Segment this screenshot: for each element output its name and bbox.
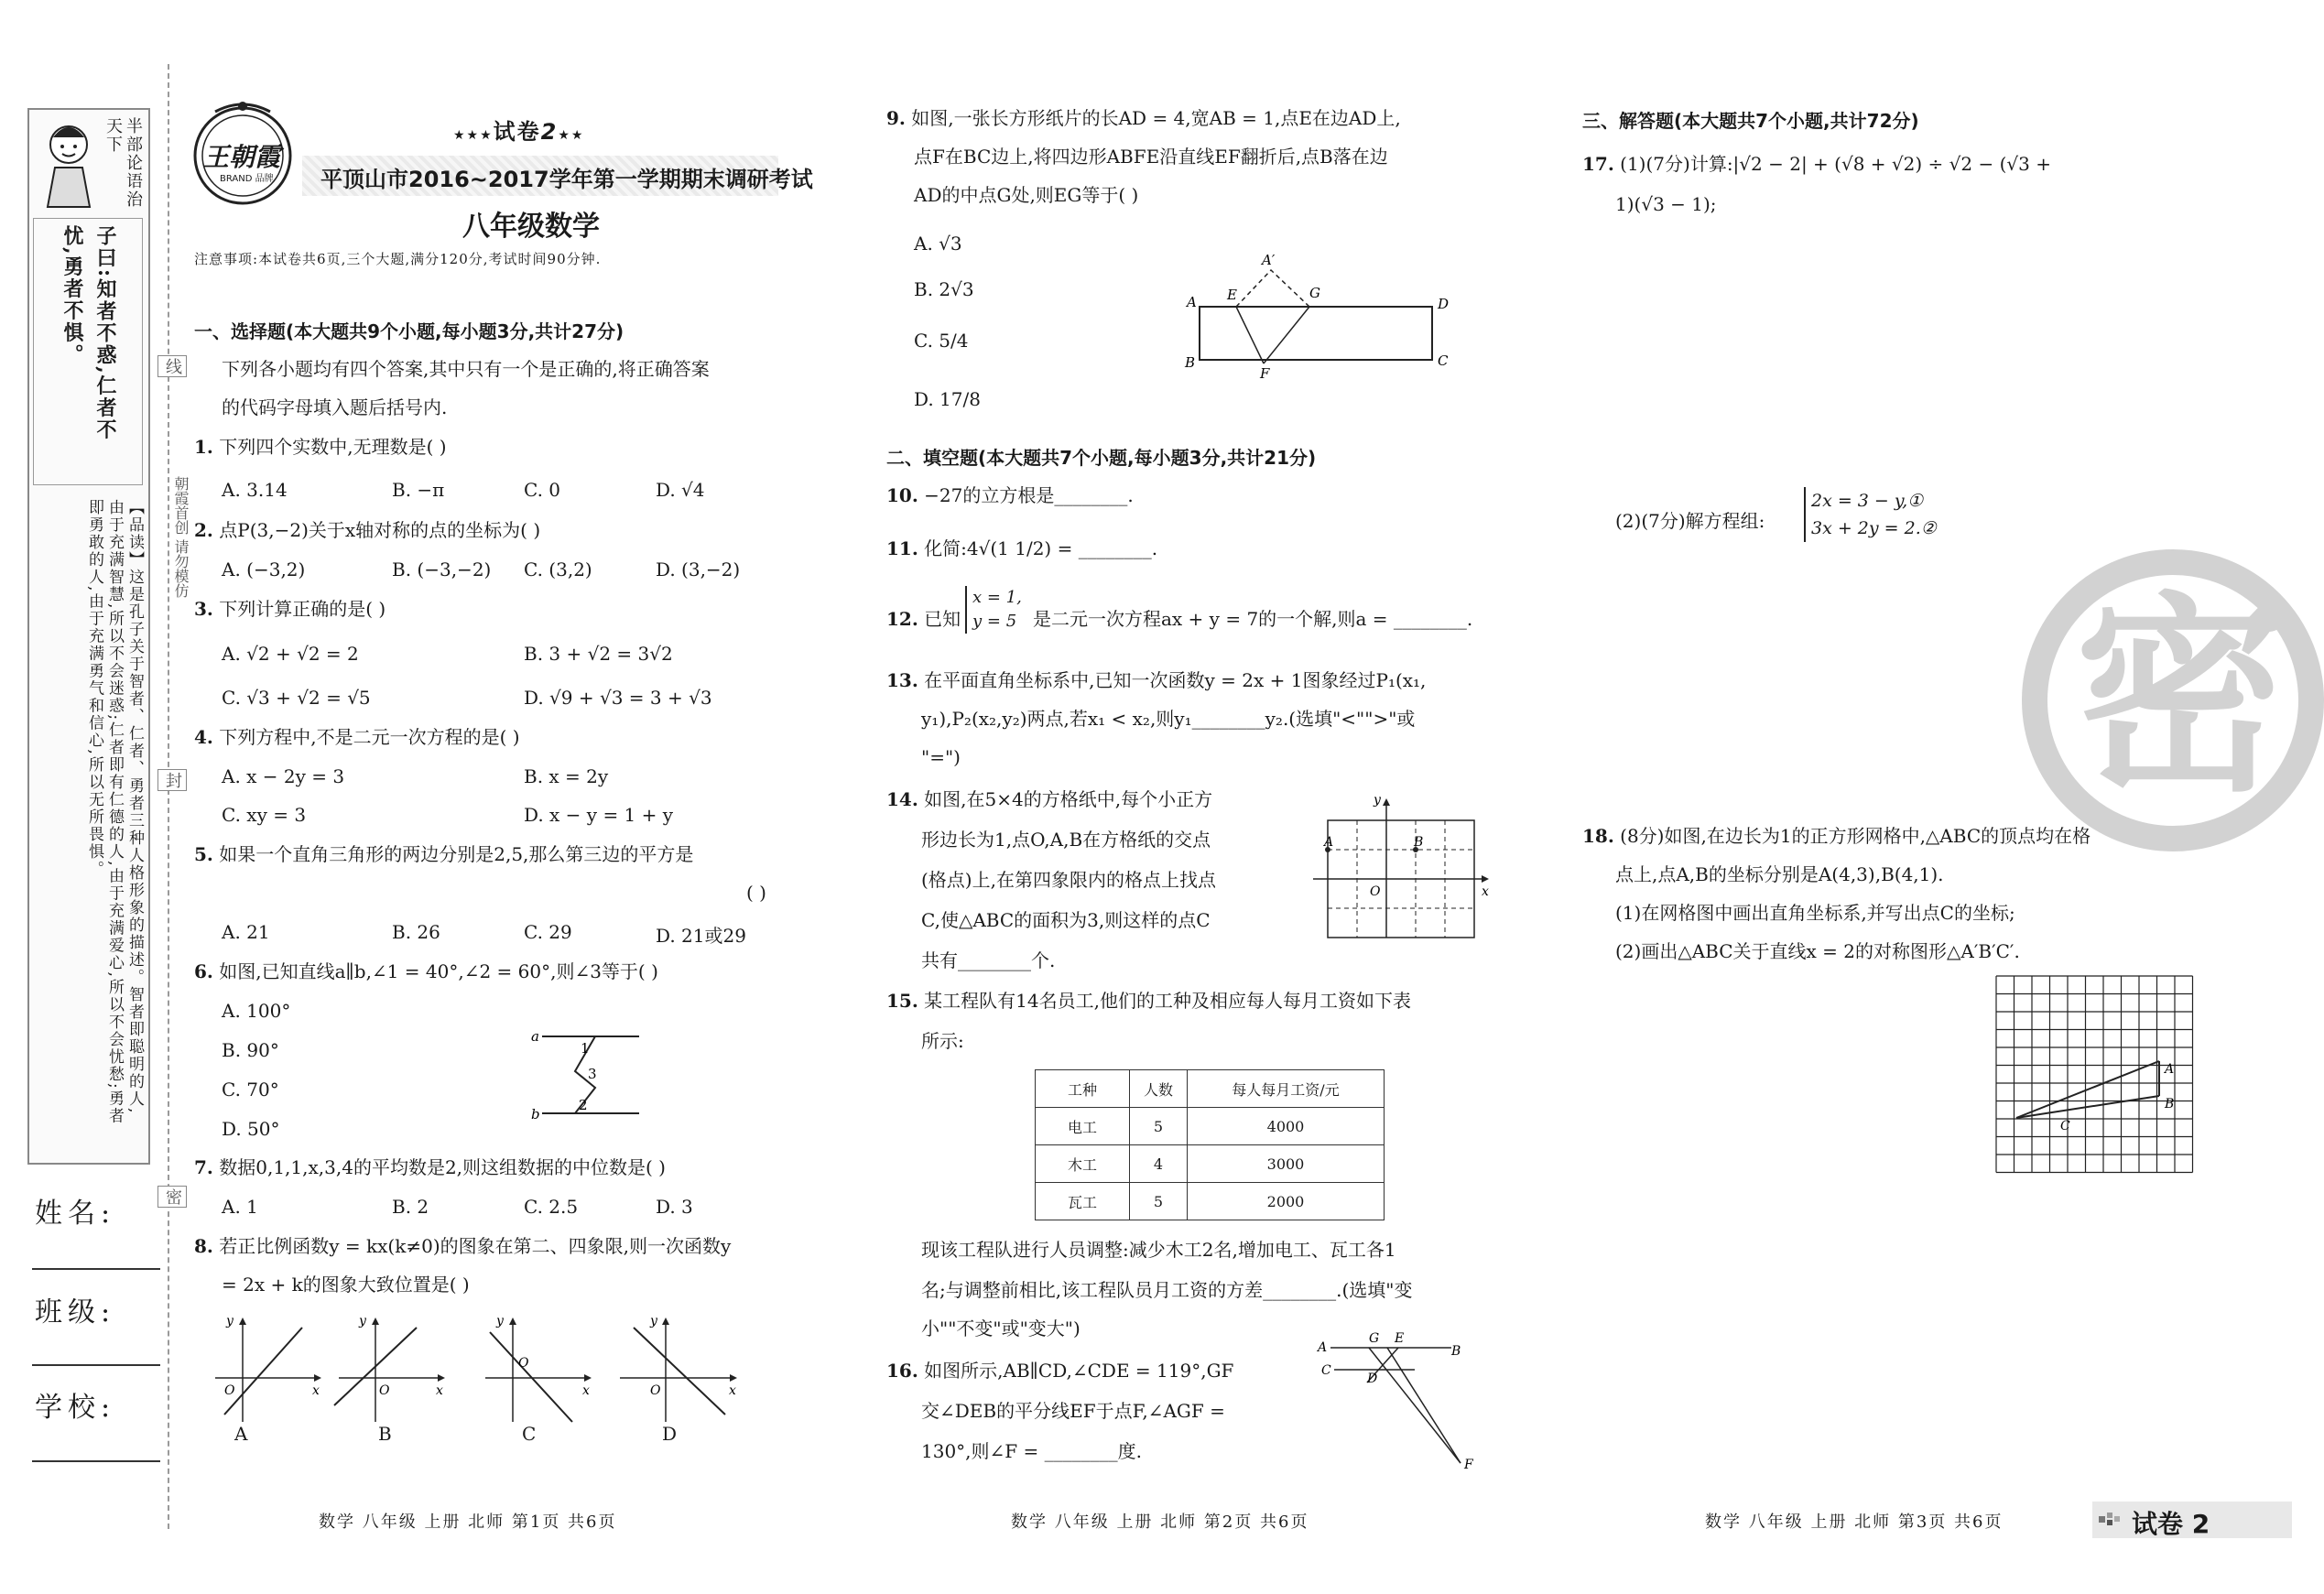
table-row	[1036, 1108, 1385, 1145]
option[interactable]: D. √9 + √3 = 3 + √3	[524, 687, 712, 709]
section3-title: 三、解答题(本大题共7个小题,共计72分)	[1582, 110, 1919, 132]
option[interactable]: C. xy = 3	[222, 804, 307, 826]
fig-label: x	[1482, 884, 1489, 899]
option[interactable]: D. (3,−2)	[656, 558, 741, 580]
fig-label: a	[531, 1028, 539, 1045]
question-14-line: (格点)上,在第四象限内的格点上找点	[921, 869, 1216, 891]
option[interactable]: C. 29	[524, 921, 572, 943]
fig-label: C	[1321, 1363, 1331, 1378]
graph-option-a[interactable]	[206, 1314, 325, 1433]
footer-squares-icon	[2099, 1513, 2121, 1527]
question-17	[1582, 152, 2051, 177]
question-text: (8分)如图,在边长为1的正方形网格中,△ABC的顶点均在格	[1620, 825, 2091, 847]
question-9-line3: AD的中点G处,则EG等于( )	[914, 184, 1139, 206]
stars-suffix: ★★	[558, 128, 585, 143]
option[interactable]: D. x − y = 1 + y	[524, 804, 674, 826]
fig-label: b	[531, 1106, 540, 1122]
pindu-text: 【品读】这是孔子关于智者、仁者、勇者三种人格形象的描述。智者即聪明的人,由于充满智慧,所以不会迷惑;仁者即有仁德的人,由于充满爱心,所以不会忧愁;勇者即勇敢的人,由于充满勇气和信心,所以无所畏惧。	[85, 499, 144, 1125]
option[interactable]: B. 90°	[222, 1039, 279, 1061]
exam-title: 平顶山市2016~2017学年第一学期期末调研考试	[320, 167, 813, 192]
question-text: 化简:4√(1 1/2) = ________.	[924, 537, 1158, 559]
page-footer-3: 数学 八年级 上册 北师 第3页 共6页	[1705, 1513, 2004, 1532]
table-header: 每人每月工资/元	[1188, 1070, 1385, 1108]
table-row	[1036, 1145, 1385, 1183]
question-9-line2: 点F在BC边上,将四边形ABFE沿直线EF翻折后,点B落在边	[914, 146, 1388, 168]
option[interactable]: D. 17/8	[914, 388, 981, 410]
seal-char-secret: 密	[157, 1186, 187, 1208]
fig-label: C	[2060, 1119, 2070, 1133]
table-cell: 5	[1130, 1108, 1188, 1145]
question-14-line: 共有________个.	[921, 949, 1056, 971]
class-label: 班级:	[35, 1296, 116, 1328]
seal-char-seal: 封	[157, 769, 187, 791]
fig-label: O	[1370, 884, 1381, 899]
graph-option-d-label: D	[662, 1423, 678, 1445]
section2-title: 二、填空题(本大题共7个小题,每小题3分,共计21分)	[886, 447, 1317, 469]
option[interactable]: C. 70°	[222, 1079, 279, 1101]
table-cell: 2000	[1188, 1183, 1385, 1220]
question-18-line: (1)在网格图中画出直角坐标系,并写出点C的坐标;	[1615, 902, 2015, 924]
school-field[interactable]	[32, 1460, 160, 1462]
question-number: 3.	[194, 598, 213, 620]
question-7	[194, 1155, 666, 1180]
fig-label: B	[1185, 354, 1196, 371]
question-16	[886, 1359, 1233, 1383]
option[interactable]: C. 2.5	[524, 1196, 579, 1218]
exam-notice: 注意事项:本试卷共6页,三个大题,满分120分,考试时间90分钟.	[194, 251, 602, 267]
option[interactable]: B. (−3,−2)	[392, 558, 492, 580]
question-9	[886, 106, 1401, 131]
system-eq: x = 1,	[972, 588, 1022, 607]
cartoon-icon	[37, 117, 101, 209]
fig-label: A′	[1262, 252, 1276, 268]
table-cell: 4000	[1188, 1108, 1385, 1145]
axis-label: O	[650, 1383, 661, 1398]
fig-label: A	[1318, 1340, 1328, 1355]
question-15-cont: 现该工程队进行人员调整:减少木工2名,增加电工、瓦工各1	[921, 1239, 1396, 1261]
fig-label: F	[1260, 365, 1270, 382]
question-number: 5.	[194, 843, 213, 865]
option[interactable]: A. 100°	[222, 1000, 291, 1022]
question-13-line2: y₁),P₂(x₂,y₂)两点,若x₁ < x₂,则y₁________y₂.(选填"<"">"或	[921, 708, 1416, 730]
question-number: 6.	[194, 960, 213, 982]
axis-label: x	[312, 1383, 320, 1398]
question-14-line: 形边长为1,点O,A,B在方格纸的交点	[921, 829, 1211, 851]
question-text: 下列四个实数中,无理数是( )	[219, 436, 447, 458]
option[interactable]: C. 5/4	[914, 330, 969, 352]
system-eq: 2x = 3 − y,①	[1811, 491, 1924, 511]
question-text: 若正比例函数y = kx(k≠0)的图象在第二、四象限,则一次函数y	[219, 1235, 732, 1257]
question-number: 11.	[886, 537, 918, 559]
section1-intro: 下列各小题均有四个答案,其中只有一个是正确的,将正确答案	[222, 358, 710, 380]
question-text: 如图,在5×4的方格纸中,每个小正方	[924, 788, 1213, 810]
answer-bracket[interactable]: ( )	[746, 882, 766, 904]
axis-label: x	[729, 1383, 736, 1398]
question-13	[886, 668, 1426, 693]
question-15-cont: 小""不变"或"变大")	[921, 1317, 1081, 1339]
question-text: 点P(3,−2)关于x轴对称的点的坐标为( )	[219, 519, 541, 541]
question-4	[194, 725, 520, 750]
option[interactable]: B. 2√3	[914, 278, 974, 300]
option[interactable]: D. 3	[656, 1196, 693, 1218]
q17-system	[1804, 487, 1937, 542]
q9-figure	[1181, 252, 1450, 382]
question-text: 如图,已知直线a∥b,∠1 = 40°,∠2 = 60°,则∠3等于( )	[219, 960, 658, 982]
fig-label: D	[1367, 1372, 1378, 1386]
fig-label: B	[1414, 835, 1424, 850]
question-1	[194, 435, 447, 460]
question-14-line: C,使△ABC的面积为3,则这样的点C	[921, 909, 1211, 931]
question-2	[194, 518, 540, 543]
fig-label: 2	[579, 1097, 588, 1113]
question-10	[886, 483, 1134, 508]
fig-label: B	[1451, 1344, 1461, 1359]
question-number: 4.	[194, 726, 213, 748]
question-text: 如图所示,AB∥CD,∠CDE = 119°,GF	[924, 1360, 1234, 1382]
option[interactable]: B. −π	[392, 479, 445, 501]
question-16-line: 交∠DEB的平分线EF于点F,∠AGF =	[921, 1400, 1225, 1422]
option[interactable]: D. 21或29	[656, 925, 746, 947]
question-number: 17.	[1582, 153, 1614, 175]
question-15-cont: 名;与调整前相比,该工程队员月工资的方差________.(选填"变	[921, 1279, 1413, 1301]
fig-label: E	[1227, 287, 1237, 303]
seal-line	[168, 64, 169, 1529]
graph-option-b-label: B	[378, 1423, 392, 1445]
axis-label: x	[582, 1383, 590, 1398]
fig-label: C	[1438, 352, 1449, 369]
slogan-top: 半部论语治天下	[103, 117, 143, 209]
subject-title: 八年级数学	[462, 211, 600, 243]
wage-table	[1035, 1069, 1385, 1220]
option[interactable]: B. 2	[392, 1196, 429, 1218]
stamp-char: 密	[2075, 576, 2286, 820]
axis-label: O	[518, 1356, 529, 1371]
option[interactable]: A. 3.14	[222, 479, 288, 501]
question-text: −27的立方根是________.	[924, 484, 1134, 506]
question-16-line: 130°,则∠F = ________度.	[921, 1440, 1142, 1462]
option[interactable]: A. √3	[914, 233, 962, 255]
fig-label: E	[1395, 1331, 1405, 1346]
q18-grid[interactable]	[1989, 972, 2199, 1176]
axis-label: O	[224, 1383, 235, 1398]
seal-char-line: 线	[157, 355, 187, 377]
table-cell: 4	[1130, 1145, 1188, 1183]
section1-title: 一、选择题(本大题共9个小题,每小题3分,共计27分)	[194, 320, 624, 342]
axis-label: x	[436, 1383, 443, 1398]
question-8-cont: = 2x + k的图象大致位置是( )	[222, 1274, 470, 1296]
fig-label: A	[2165, 1062, 2175, 1077]
graph-option-c-label: C	[522, 1423, 537, 1445]
paper-label: 试卷	[493, 119, 541, 145]
option[interactable]: C. (3,2)	[524, 558, 592, 580]
motto-line-1: 子曰:知者不惑,仁者不	[93, 225, 117, 441]
question-14	[886, 787, 1212, 812]
question-text: 在平面直角坐标系中,已知一次函数y = 2x + 1图象经过P₁(x₁,	[924, 669, 1427, 691]
question-12	[886, 607, 961, 632]
question-number: 15.	[886, 990, 918, 1012]
question-number: 18.	[1582, 825, 1614, 847]
class-field[interactable]	[32, 1364, 160, 1366]
graph-option-b[interactable]	[330, 1314, 449, 1433]
fig-label: F	[1464, 1458, 1473, 1472]
motto-line-2: 忧,勇者不惧。	[60, 225, 84, 366]
q14-figure	[1309, 795, 1493, 939]
fig-label: y	[1374, 793, 1381, 808]
question-text: 数据0,1,1,x,3,4的平均数是2,则这组数据的中位数是( )	[219, 1156, 666, 1178]
question-15-line2: 所示:	[921, 1030, 964, 1052]
table-cell: 瓦工	[1036, 1183, 1130, 1220]
q16-figure	[1314, 1326, 1479, 1472]
question-text: (1)(7分)计算:|√2 − 2| + (√8 + √2) ÷ √2 − (√3 +	[1620, 153, 2051, 175]
question-text: 如果一个直角三角形的两边分别是2,5,那么第三边的平方是	[219, 843, 694, 865]
question-5	[194, 842, 693, 867]
name-field[interactable]	[32, 1268, 160, 1270]
footer-paper-label: 试卷 2	[2132, 1509, 2210, 1539]
name-label: 姓名:	[35, 1198, 116, 1230]
section1-intro-2: 的代码字母填入题后括号内.	[222, 396, 448, 418]
option[interactable]: B. 3 + √2 = 3√2	[524, 643, 673, 665]
question-number: 7.	[194, 1156, 213, 1178]
question-13-line3: "=")	[921, 746, 961, 768]
option[interactable]: B. 26	[392, 921, 440, 943]
option[interactable]: A. 1	[222, 1196, 258, 1218]
option[interactable]: A. √2 + √2 = 2	[222, 643, 359, 665]
table-cell: 3000	[1188, 1145, 1385, 1183]
question-18	[1582, 824, 2091, 849]
option[interactable]: C. 0	[524, 479, 561, 501]
question-17-line2: 1)(√3 − 1);	[1615, 193, 1717, 215]
school-label: 学校:	[35, 1392, 116, 1424]
axis-label: y	[226, 1314, 233, 1328]
table-row	[1036, 1183, 1385, 1220]
axis-label: y	[359, 1314, 366, 1328]
fig-label: 3	[588, 1066, 597, 1082]
question-text: 下列方程中,不是二元一次方程的是( )	[219, 726, 520, 748]
question-text: 已知	[924, 608, 961, 630]
brand-logo-subtext: BRAND 品牌	[220, 174, 274, 184]
fig-label: A	[1324, 835, 1334, 850]
question-number: 12.	[886, 608, 918, 630]
graph-option-c[interactable]	[476, 1314, 595, 1433]
question-11	[886, 537, 1157, 561]
fig-label: G	[1369, 1331, 1380, 1346]
table-cell: 木工	[1036, 1145, 1130, 1183]
stars-prefix: ★★★	[453, 128, 494, 143]
paper-number: 2	[540, 119, 559, 145]
brand-logo-text: 王朝霞	[203, 142, 281, 172]
question-6	[194, 960, 658, 984]
table-header-row	[1036, 1070, 1385, 1108]
question-number: 16.	[886, 1360, 918, 1382]
seal-note: 朝霞首创 请勿模仿	[172, 476, 190, 599]
option[interactable]: C. √3 + √2 = √5	[222, 687, 371, 709]
option[interactable]: A. x − 2y = 3	[222, 765, 345, 787]
table-header: 工种	[1036, 1070, 1130, 1108]
fig-label: 1	[581, 1040, 590, 1057]
option[interactable]: D. 50°	[222, 1118, 280, 1140]
motto-box	[33, 218, 143, 485]
graph-option-d[interactable]	[615, 1314, 744, 1433]
question-number: 9.	[886, 107, 906, 129]
system-eq: 3x + 2y = 2.②	[1811, 518, 1937, 538]
question-15	[886, 989, 1411, 1014]
question-12-cont: 是二元一次方程ax + y = 7的一个解,则a = ________.	[1033, 608, 1473, 630]
question-number: 8.	[194, 1235, 213, 1257]
question-18-line: 点上,点A,B的坐标分别是A(4,3),B(4,1).	[1615, 863, 1944, 885]
graph-option-a-label: A	[234, 1423, 248, 1445]
table-cell: 5	[1130, 1183, 1188, 1220]
option[interactable]: A. (−3,2)	[222, 558, 306, 580]
question-number: 2.	[194, 519, 213, 541]
axis-label: y	[496, 1314, 504, 1328]
paper-badge	[453, 114, 584, 146]
question-17-part2: (2)(7分)解方程组:	[1615, 510, 1765, 532]
page-footer-2: 数学 八年级 上册 北师 第2页 共6页	[1011, 1513, 1309, 1532]
table-cell: 电工	[1036, 1108, 1130, 1145]
question-3	[194, 597, 386, 622]
fig-label: A	[1187, 294, 1197, 310]
question-18-line: (2)画出△ABC关于直线x = 2的对称图形△A′B′C′.	[1615, 940, 2020, 962]
question-text: 某工程队有14名员工,他们的工种及相应每人每月工资如下表	[924, 990, 1411, 1012]
q6-figure	[531, 1024, 650, 1126]
page-footer-1: 数学 八年级 上册 北师 第1页 共6页	[319, 1513, 617, 1532]
question-number: 13.	[886, 669, 918, 691]
option[interactable]: A. 21	[222, 921, 270, 943]
fig-label: D	[1438, 296, 1450, 312]
fig-label: G	[1309, 285, 1320, 301]
question-text: 下列计算正确的是( )	[219, 598, 386, 620]
question-8	[194, 1234, 731, 1259]
axis-label: y	[650, 1314, 657, 1328]
option[interactable]: D. √4	[656, 479, 705, 501]
option[interactable]: B. x = 2y	[524, 765, 609, 787]
question-number: 10.	[886, 484, 918, 506]
question-text: 如图,一张长方形纸片的长AD = 4,宽AB = 1,点E在边AD上,	[911, 107, 1401, 129]
confidential-stamp-icon	[2022, 549, 2324, 851]
axis-label: O	[379, 1383, 390, 1398]
fig-label: B	[2165, 1097, 2175, 1111]
table-header: 人数	[1130, 1070, 1188, 1108]
q12-system	[965, 586, 1022, 634]
question-number: 1.	[194, 436, 213, 458]
question-number: 14.	[886, 788, 918, 810]
system-eq: y = 5	[972, 612, 1017, 631]
